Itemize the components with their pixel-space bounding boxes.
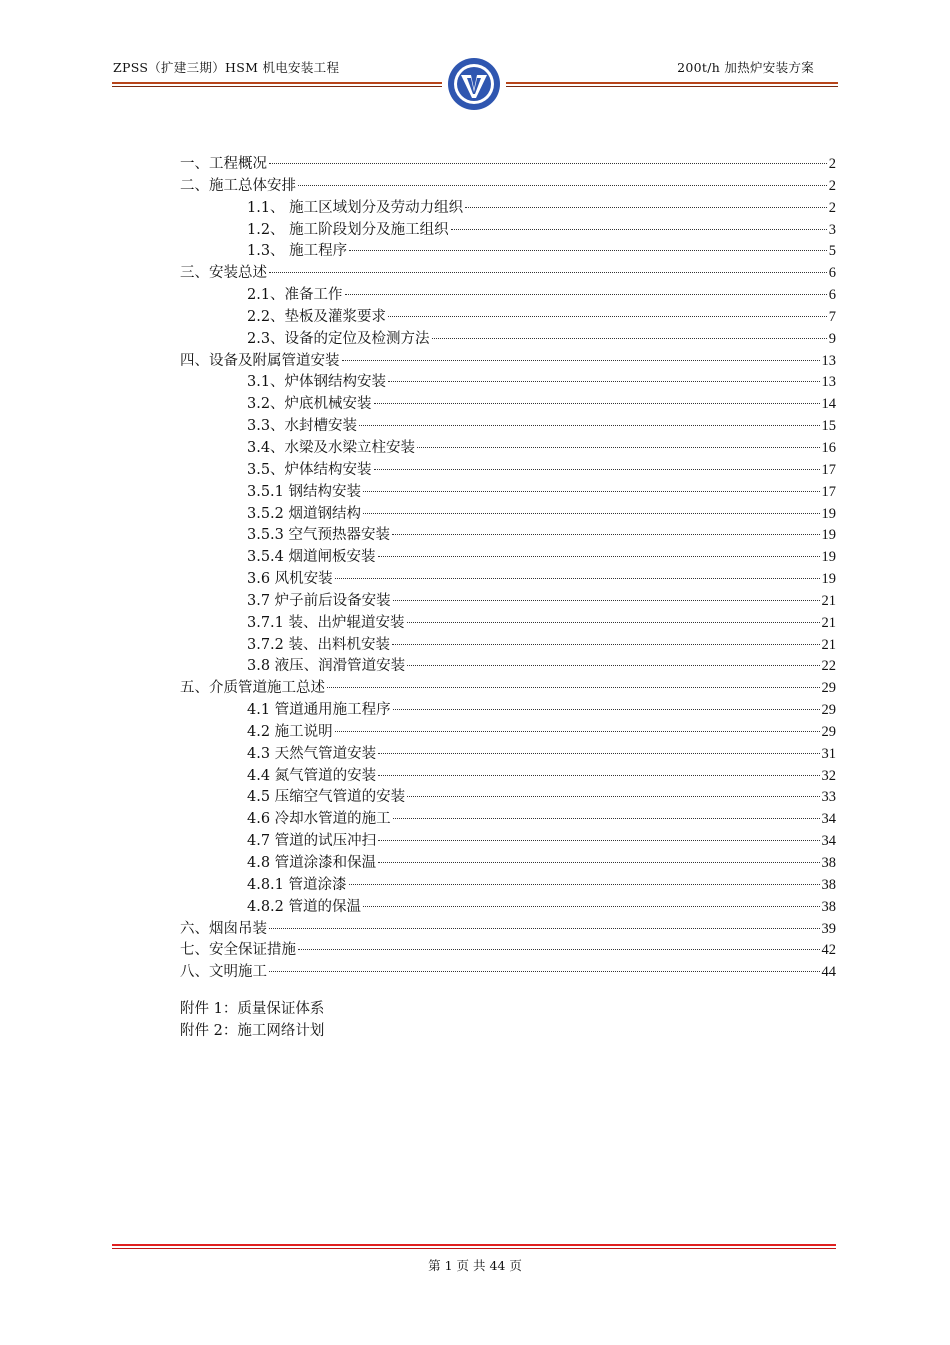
toc-entry-title: 4.4 氮气管道的安装 (247, 767, 377, 784)
toc-entry[interactable] (180, 196, 836, 218)
toc-entry[interactable] (180, 917, 836, 939)
toc-entry-title: 3.5.4 烟道闸板安装 (247, 549, 376, 566)
toc-entry[interactable] (180, 633, 836, 655)
toc-entry-page: 2 (828, 156, 836, 172)
toc-entry-page: 15 (821, 418, 836, 435)
toc-entry-page: 29 (821, 680, 836, 697)
toc-entry-title: 3.3、水封槽安装 (247, 418, 358, 435)
toc-dot-leader (327, 687, 820, 688)
appendix-item-1: 附件 1：质量保证体系 (180, 1001, 325, 1017)
appendix-list (180, 998, 324, 1042)
toc-dot-leader (374, 403, 820, 404)
toc-entry-page: 22 (821, 658, 836, 675)
toc-entry-title: 4.1 管道通用施工程序 (247, 702, 391, 719)
toc-entry[interactable] (180, 851, 836, 873)
toc-entry-title: 3.7.1 装、出炉辊道安装 (247, 614, 405, 631)
toc-dot-leader (432, 338, 827, 339)
toc-dot-leader (345, 294, 827, 295)
toc-entry[interactable] (180, 654, 836, 676)
toc-dot-leader (465, 207, 827, 208)
toc-entry-page: 29 (821, 723, 836, 740)
toc-entry[interactable] (180, 218, 836, 240)
toc-entry[interactable] (180, 392, 836, 414)
page-number: 第 1 页 共 44 页 (428, 1258, 522, 1273)
toc-entry[interactable] (180, 480, 836, 502)
toc-entry-title: 1.1、 施工区域划分及劳动力组织 (247, 199, 464, 216)
toc-dot-leader (269, 928, 820, 929)
toc-entry[interactable] (180, 895, 836, 917)
toc-entry[interactable] (180, 807, 836, 829)
toc-entry-page: 38 (821, 855, 836, 871)
toc-entry[interactable] (180, 239, 836, 261)
toc-entry-title: 3.4、水梁及水梁立柱安装 (247, 439, 416, 456)
toc-entry-page: 34 (821, 833, 836, 850)
toc-entry-page: 44 (821, 964, 836, 981)
toc-entry[interactable] (180, 174, 836, 196)
toc-entry-title: 五、介质管道施工总述 (180, 680, 325, 697)
toc-entry-title: 一、工程概况 (180, 156, 267, 172)
toc-entry-page: 6 (828, 287, 836, 304)
toc-entry[interactable] (180, 502, 836, 524)
toc-entry-title: 4.3 天然气管道安装 (247, 745, 377, 762)
toc-entry-title: 3.6 风机安装 (247, 571, 333, 588)
toc-dot-leader (378, 862, 819, 863)
toc-dot-leader (392, 644, 819, 645)
toc-entry-title: 3.5.2 烟道钢结构 (247, 505, 362, 522)
toc-entry-title: 4.7 管道的试压冲扫 (247, 833, 377, 850)
toc-entry[interactable] (180, 785, 836, 807)
toc-entry[interactable] (180, 458, 836, 480)
toc-entry-page: 29 (821, 702, 836, 719)
toc-entry-title: 四、设备及附属管道安装 (180, 352, 340, 369)
toc-dot-leader (374, 469, 820, 470)
toc-entry-title: 七、安全保证措施 (180, 942, 296, 959)
toc-entry-page: 17 (821, 483, 836, 500)
toc-entry[interactable] (180, 764, 836, 786)
toc-entry-page: 17 (821, 461, 836, 478)
appendix-item-2: 附件 2：施工网络计划 (180, 1023, 325, 1039)
toc-entry-title: 3.5.1 钢结构安装 (247, 483, 362, 500)
table-of-contents (180, 152, 836, 982)
toc-dot-leader (335, 578, 820, 579)
toc-entry-page: 31 (821, 745, 836, 762)
toc-dot-leader (363, 513, 819, 514)
toc-entry-page: 13 (821, 352, 836, 369)
toc-entry[interactable] (180, 283, 836, 305)
toc-entry[interactable] (180, 414, 836, 436)
toc-entry-page: 2 (828, 199, 836, 216)
toc-dot-leader (378, 556, 820, 557)
toc-entry[interactable] (180, 829, 836, 851)
toc-entry[interactable] (180, 305, 836, 327)
toc-dot-leader (378, 840, 819, 841)
toc-entry-title: 4.8.1 管道涂漆 (247, 876, 347, 893)
toc-entry-title: 1.3、 施工程序 (247, 243, 348, 260)
toc-entry[interactable] (180, 611, 836, 633)
toc-entry-page: 21 (821, 592, 836, 609)
toc-dot-leader (393, 600, 820, 601)
toc-entry[interactable] (180, 436, 836, 458)
toc-dot-leader (342, 360, 820, 361)
toc-entry-title: 3.7.2 装、出料机安装 (247, 636, 391, 653)
toc-dot-leader (407, 622, 820, 623)
toc-dot-leader (363, 491, 819, 492)
toc-entry[interactable] (180, 589, 836, 611)
toc-entry-page: 19 (821, 527, 836, 544)
header-rule-left (112, 82, 442, 84)
toc-entry-title: 4.8 管道涂漆和保温 (247, 855, 377, 871)
toc-entry-title: 2.1、准备工作 (247, 287, 343, 304)
toc-dot-leader (349, 250, 827, 251)
toc-entry-title: 4.6 冷却水管道的施工 (247, 811, 391, 828)
toc-dot-leader (359, 425, 819, 426)
header-rule-left-thin (112, 86, 442, 87)
toc-entry-title: 3.2、炉底机械安装 (247, 396, 372, 413)
toc-entry-title: 4.5 压缩空气管道的安装 (247, 789, 406, 806)
footer-rule (112, 1244, 836, 1246)
toc-dot-leader (393, 818, 820, 819)
footer-rule-thin (112, 1248, 836, 1249)
toc-dot-leader (298, 185, 827, 186)
toc-entry-page: 32 (821, 767, 836, 784)
toc-dot-leader (392, 534, 819, 535)
toc-entry[interactable] (180, 938, 836, 960)
toc-entry-title: 2.2、垫板及灌浆要求 (247, 308, 387, 325)
header-left-title: ZPSS（扩建三期）HSM 机电安装工程 (113, 60, 340, 75)
toc-entry[interactable] (180, 523, 836, 545)
toc-entry-page: 19 (821, 505, 836, 522)
toc-entry[interactable] (180, 567, 836, 589)
toc-entry[interactable] (180, 370, 836, 392)
toc-entry[interactable] (180, 545, 836, 567)
toc-entry-title: 六、烟囱吊装 (180, 920, 267, 937)
toc-entry-title: 3.7 炉子前后设备安装 (247, 592, 391, 609)
toc-entry-title: 3.1、炉体钢结构安装 (247, 374, 387, 391)
toc-dot-leader (388, 316, 827, 317)
toc-entry-page: 19 (821, 549, 836, 566)
toc-entry-page: 21 (821, 636, 836, 653)
toc-entry-title: 二、施工总体安排 (180, 177, 296, 194)
toc-entry[interactable] (180, 742, 836, 764)
toc-entry-title: 3.8 液压、润滑管道安装 (247, 658, 406, 675)
toc-entry-page: 2 (828, 177, 836, 194)
toc-entry-title: 3.5、炉体结构安装 (247, 461, 372, 478)
toc-entry-title: 3.5.3 空气预热器安装 (247, 527, 391, 544)
toc-dot-leader (378, 753, 819, 754)
company-logo-icon (446, 56, 502, 112)
toc-entry-page: 3 (828, 221, 836, 238)
toc-entry[interactable] (180, 873, 836, 895)
toc-dot-leader (417, 447, 819, 448)
header-rule-right (506, 82, 838, 84)
toc-entry-page: 19 (821, 571, 836, 588)
toc-entry-page: 33 (821, 789, 836, 806)
toc-entry[interactable] (180, 261, 836, 283)
toc-entry-page: 6 (828, 265, 836, 282)
toc-dot-leader (388, 381, 819, 382)
toc-entry-title: 八、文明施工 (180, 964, 267, 981)
toc-entry-page: 16 (821, 439, 836, 456)
toc-entry-page: 13 (821, 374, 836, 391)
toc-entry[interactable] (180, 327, 836, 349)
toc-entry[interactable] (180, 676, 836, 698)
header-right-title: 200t/h 加热炉安装方案 (677, 60, 814, 75)
toc-dot-leader (407, 796, 819, 797)
toc-entry-page: 38 (821, 876, 836, 893)
toc-dot-leader (349, 884, 820, 885)
toc-dot-leader (393, 709, 820, 710)
toc-entry-page: 21 (821, 614, 836, 631)
toc-dot-leader (298, 949, 820, 950)
toc-entry[interactable] (180, 960, 836, 982)
toc-entry-page: 14 (821, 396, 836, 413)
toc-entry-title: 三、安装总述 (180, 265, 267, 282)
toc-dot-leader (378, 775, 819, 776)
toc-entry-title: 1.2、 施工阶段划分及施工组织 (247, 221, 449, 238)
toc-entry-page: 7 (828, 308, 836, 325)
toc-dot-leader (451, 229, 827, 230)
toc-entry[interactable] (180, 698, 836, 720)
toc-dot-leader (269, 971, 820, 972)
toc-entry-page: 42 (821, 942, 836, 959)
toc-entry[interactable] (180, 720, 836, 742)
toc-entry[interactable] (180, 152, 836, 174)
toc-dot-leader (407, 665, 819, 666)
toc-dot-leader (269, 272, 827, 273)
toc-entry-title: 4.8.2 管道的保温 (247, 898, 362, 915)
toc-dot-leader (335, 731, 820, 732)
toc-entry[interactable] (180, 349, 836, 371)
toc-entry-page: 38 (821, 898, 836, 915)
toc-entry-title: 2.3、设备的定位及检测方法 (247, 330, 430, 347)
toc-dot-leader (269, 163, 827, 164)
toc-entry-title: 4.2 施工说明 (247, 723, 333, 740)
toc-entry-page: 34 (821, 811, 836, 828)
toc-entry-page: 9 (828, 330, 836, 347)
toc-dot-leader (363, 906, 819, 907)
toc-entry-page: 5 (828, 243, 836, 260)
toc-entry-page: 39 (821, 920, 836, 937)
header-rule-right-thin (506, 86, 838, 87)
